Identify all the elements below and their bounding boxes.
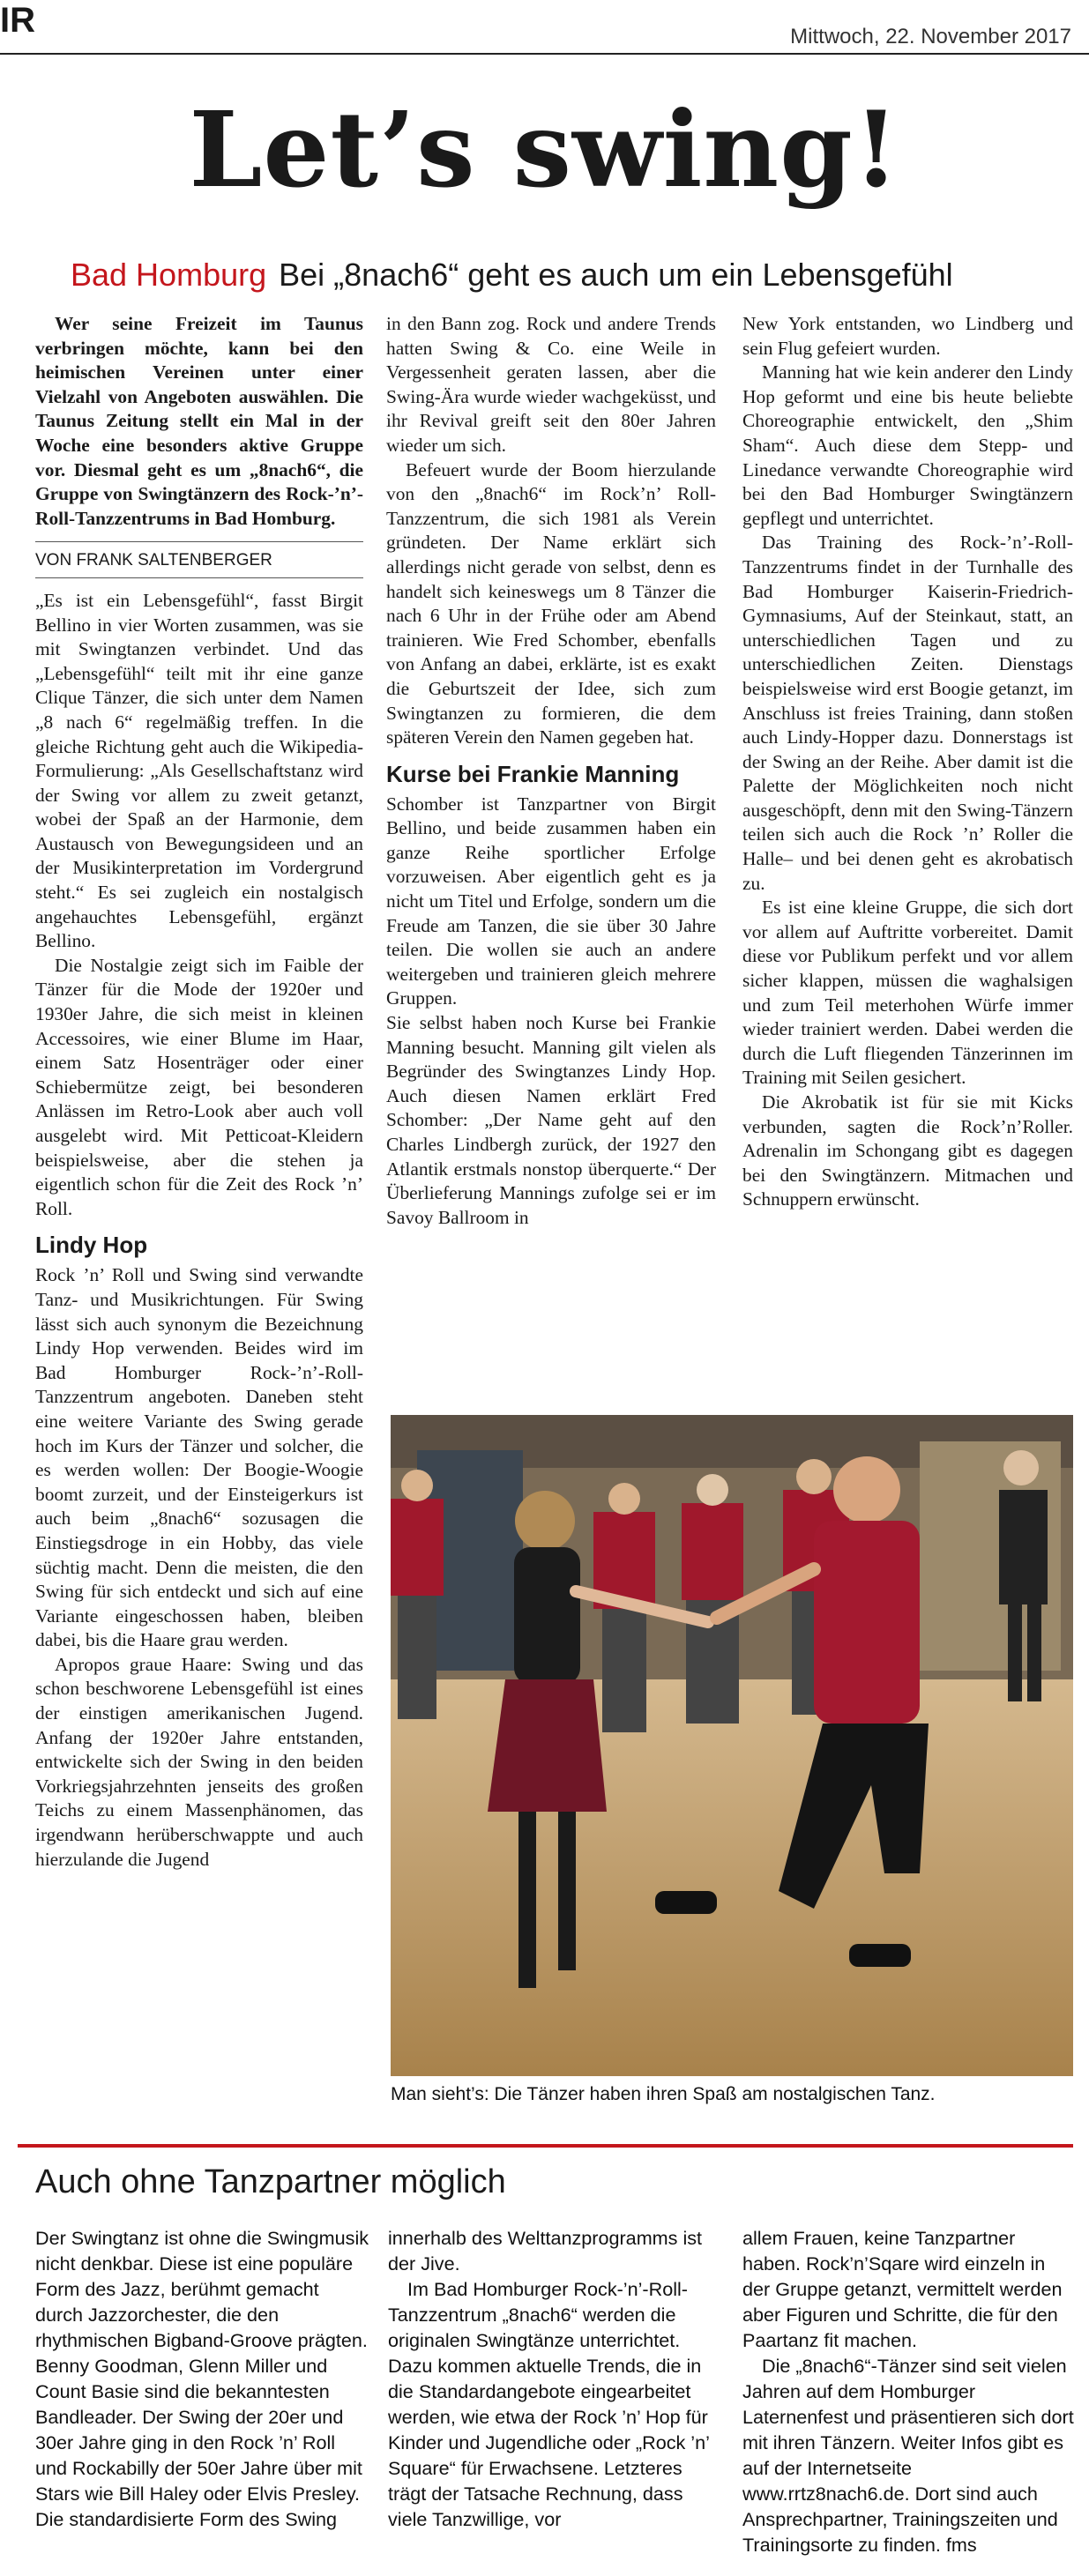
paragraph: Die Nostalgie zeigt sich im Faible der Tänzer für die Mode der 1920er und 1930er Jahre, die sich meist in kleinen Accessoires, wie einer Blume im Haar, einem Satz Hosenträger oder einer Schiebermütze zeigt, bei besonderen Anlässen im Retro-Look aber auch voll ausgelebt wird. Mit Petticoat-Kleidern beispielsweise, aber die stehen ja eigentlich schon für die Zeit des Rock ’n’ Roll.	[35, 954, 363, 1219]
section-label: IR	[0, 1, 35, 40]
paragraph: Die „8nach6“-Tänzer sind seit vielen Jahren auf dem Homburger Laternenfest und präsentieren sich dort mit ihren Tänzern. Weiter Infos gibt es auf der Internetseite www.rrtz8nach6.de. Dort sind auch Ansprechpartner, Trainingszeiten und Trainingsorte zu finden. fms	[742, 2355, 1074, 2556]
paragraph: Es ist eine kleine Gruppe, die sich dort vor allem auf Auftritte vorbereitet. Damit diese vor Publikum perfekt und vor allem sicher klappen, müssen die waghalsigen und zum Teil meterhohen Würfe immer wieder trainiert werden. Dabei werden die durch die Luft fliegenden Tänzerinnen im Training mit Seilen gesichert.	[742, 897, 1073, 1089]
article-column-3	[742, 312, 1073, 1212]
location-label: Bad Homburg	[71, 257, 267, 293]
paragraph: in den Bann zog. Rock und andere Trends hatten Swing & Co. eine Weile in Vergessenheit geraten lassen, aber die Swing-Ära wurde wieder wachgeküsst, und ihr Revival greift seit den 80er Jahren wieder um sich.	[386, 313, 716, 456]
headline: Let’s swing!	[189, 88, 900, 211]
paragraph: Manning hat wie kein anderer den Lindy Hop geformt und eine bis heute beliebte Choreographie entwickelt, den „Shim Sham“. Auch diese dem Stepp- und Linedance verwandte Choreographie wird bei den Bad Homburger Swingtänzern gepflegt und unterrichtet.	[742, 361, 1073, 529]
paragraph: Schomber ist Tanzpartner von Birgit Bellino, und beide zusammen haben ein ganze Reihe sportlicher Erfolge vorzuweisen. Aber eigentlich geht es ja nicht um Titel und Erfolge, sondern um die Freude am Tanzen, die sie über 30 Jahre teilen. Die wollen sie auch an andere weitergeben und trainieren gleich mehrere Gruppen.	[386, 793, 716, 1009]
paragraph: New York entstanden, wo Lindberg und sein Flug gefeiert wurden.	[742, 313, 1073, 359]
paragraph: Rock ’n’ Roll und Swing sind verwandte Tanz- und Musikrichtungen. Für Swing lässt sich auch synonym die Bezeichnung Lindy Hop verwenden. Beides wird im Bad Homburger Rock-’n’-Roll-Tanzzentrum angeboten. Daneben steht eine weitere Variante des Swing gerade hoch im Kurs der Tänzer und solcher, die es werden wollen: Der Boogie-Woogie boomt zurzeit, und der Einsteigerkurs ist auch beim „8nach6“ sozusagen die Einstiegsdroge in ein Hobby, das viele süchtig macht. Denn die meisten, die den Swing für sich entdeckt und sich auf eine Variante eingeschossen haben, bleiben dabei, bis die Haare grau werden.	[35, 1264, 363, 1651]
box-column-2	[388, 2225, 723, 2532]
paragraph: Das Training des Rock-’n’-Roll-Tanzzentrums findet in der Turnhalle des Bad Homburger Kaiserin-Friedrich-Gymnasiums, Auf der Steinkaut, statt, an unterschiedlichen Tagen und zu unterschiedlichen Zeiten. Dienstags beispielsweise wird erst Boogie getanzt, im Anschluss ist freies Training, dann stoßen auch Lindy-Hopper dazu. Donnerstags ist der Swing an der Reihe. Aber damit ist die Palette der Möglichkeiten noch nicht ausgeschöpft, denn mit den Swing-Tänzern teilen sich auch die Rock ’n’ Roller die Halle– und bei denen geht es akrobatisch zu.	[742, 532, 1073, 894]
box-divider	[18, 2144, 1073, 2148]
paragraph: Im Bad Homburger Rock-’n’-Roll-Tanzzentrum „8nach6“ werden die originalen Swingtänze unterrichtet. Dazu kommen aktuelle Trends, die in die Standardangebote eingearbeitet werden, wie etwa der Rock ’n’ Hop für Kinder und Jugendliche oder „Rock ’n’ Square“ für Erwachsene. Letzteres trägt der Tatsache Rechnung, dass viele Tanzwillige, vor	[388, 2278, 710, 2530]
section-heading: Lindy Hop	[35, 1232, 148, 1259]
subheadline-text: Bei „8nach6“ geht es auch um ein Lebensgefühl	[279, 257, 953, 293]
issue-date: Mittwoch, 22. November 2017	[790, 25, 1071, 48]
box-heading: Auch ohne Tanzpartner möglich	[35, 2163, 506, 2200]
section-heading: Kurse bei Frankie Manning	[386, 760, 680, 787]
page-header	[0, 0, 1089, 55]
paragraph: innerhalb des Welttanzprogramms ist der Jive.	[388, 2227, 703, 2274]
paragraph: Befeuert wurde der Boom hierzulande von den „8nach6“ im Rock’n’ Roll-Tanzzentrum, die sich 1981 als Verein gründeten. Der Name erklärt sich allerdings nicht gerade von selbst, denn es handelt sich keineswegs um 8 Tänzer die nach 6 Uhr in der Frühe oder am Abend trainieren. Wie Fred Schomber, ebenfalls von Anfang an dabei, erklärte, ist es exakt die Geburtszeit der Idee, sich zum Swingtanzen zu formieren, die dem späteren Verein den Namen gegeben hat.	[386, 458, 716, 748]
paragraph: Apropos graue Haare: Swing und das schon beschworene Lebensgefühl ist eines der einstigen amerikanischen Jugend. Anfang der 1920er Jahre entstanden, entwickelte sich der Swing in den beiden Vorkriegsjahrzehnten jenseits des großen Teichs zu einem Massenphänomen, das irgendwann herüberschwappte und auch hierzulande die Jugend	[35, 1653, 363, 1870]
article-column-2	[386, 312, 716, 1230]
article-column-1	[35, 312, 363, 1872]
paragraph: Der Swingtanz ist ohne die Swingmusik nicht denkbar. Diese ist eine populäre Form des Jazz, berühmt gemacht durch Jazzorchester, die den rhythmischen Bigband-Groove prägten. Benny Goodman, Glenn Miller und Count Basie sind die bekanntesten Bandleader. Der Swing der 20er und 30er Jahre ging in den Rock ’n’ Roll und Rockabilly der 50er Jahre über mit Stars wie Bill Haley oder Elvis Presley. Die standardisierte Form des Swing	[35, 2227, 369, 2530]
box-column-1	[35, 2225, 370, 2532]
paragraph: Die Akrobatik ist für sie mit Kicks verbunden, sagten die Rock’n’Roller. Adrenalin im Schongang gibt es dagegen bei den Swingtänzern. Mitmachen und Schnuppern erwünscht.	[742, 1091, 1073, 1210]
paragraph: Sie selbst haben noch Kurse bei Frankie Manning besucht. Manning gilt vielen als Begründer des Swingtanzes Lindy Hop. Auch diesen Namen erklärt Fred Schomber: „Der Name geht auf den Charles Lindbergh zurück, der 1927 den Atlantik erstmals nonstop überquerte.“ Der Überlieferung Mannings zufolge sei er im Savoy Ballroom in	[386, 1012, 716, 1228]
dancers-photo	[391, 1415, 1073, 2076]
photo-caption: Man sieht’s: Die Tänzer haben ihren Spaß am nostalgischen Tanz.	[391, 2084, 936, 2104]
dancers-photo-illustration	[391, 1415, 1073, 2076]
subheadline	[71, 256, 953, 294]
paragraph: „Es ist ein Lebensgefühl“, fasst Birgit Bellino in vier Worten zusammen, was sie mit Swingtanzen verbindet. Und das „Lebensgefühl“ teilt mit ihr eine ganze Clique Tänzer, die sich unter dem Namen „8 nach 6“ regelmäßig treffen. In die gleiche Richtung geht auch die Wikipedia-Formulierung: „Als Gesellschaftstanz wird der Swing vor allem zu zweit getanzt, wobei der Spaß an der Harmonie, dem Austausch von Bewegungsideen und an der Musikinterpretation im Vordergrund steht.“ Es sei zugleich ein nostalgisch angehauchtes Lebensgefühl, ergänzt Bellino.	[35, 589, 363, 952]
box-column-3	[742, 2225, 1078, 2557]
paragraph: allem Frauen, keine Tanzpartner haben. Rock’n’Sqare wird einzeln in der Gruppe getanzt, vermittelt werden aber Figuren und Schritte, die für den Paartanz fit machen.	[742, 2227, 1063, 2351]
byline: VON FRANK SALTENBERGER	[35, 541, 363, 578]
lead-paragraph: Wer seine Freizeit im Taunus verbringen möchte, kann bei den heimischen Vereinen unter einer Vielzahl von Angeboten auswählen. Die Taunus Zeitung stellt ein Mal in der Woche eine besonders aktive Gruppe vor. Diesmal geht es um „8nach6“, die Gruppe von Swingtänzern des Rock-’n’-Roll-Tanzzentrums in Bad Homburg.	[35, 313, 363, 529]
